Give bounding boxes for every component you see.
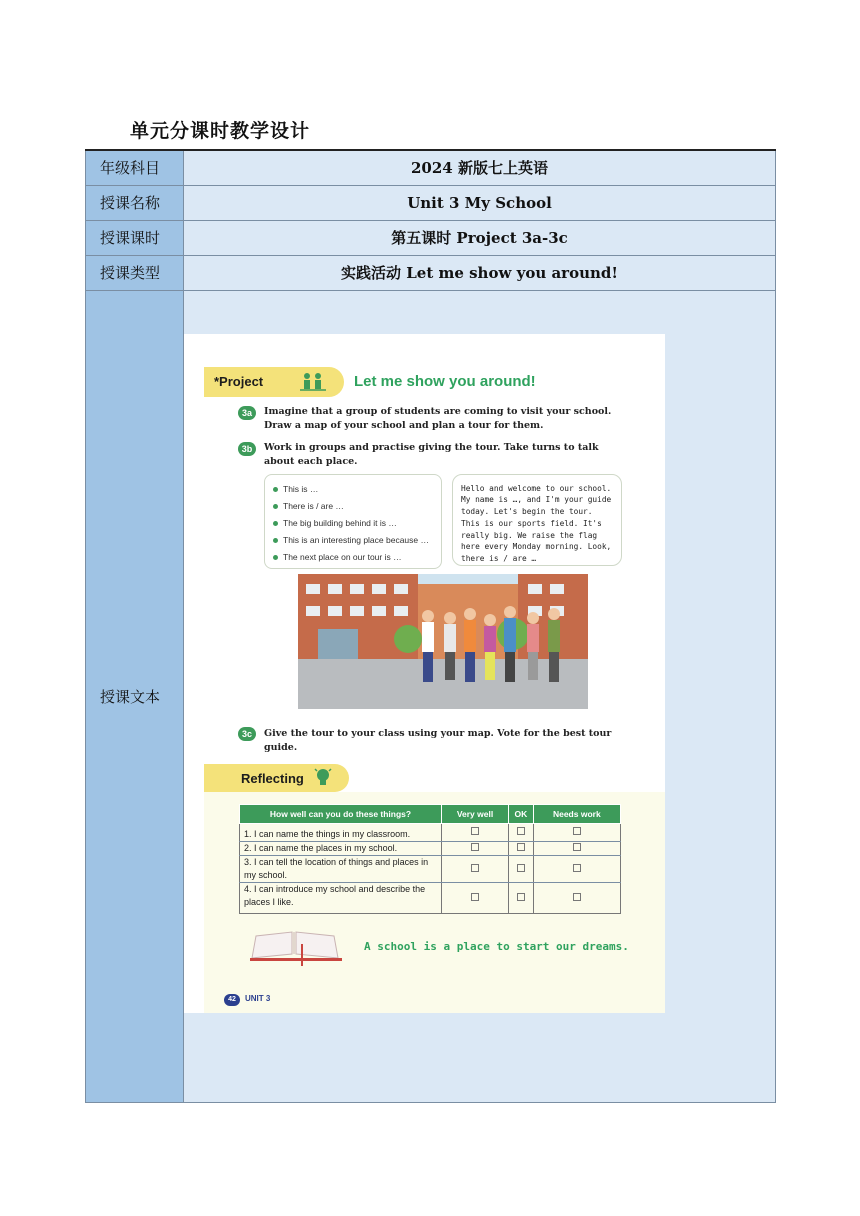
project-heading: Let me show you around! [354,372,536,390]
table-row [86,255,776,290]
table-row [86,220,776,255]
column-header: Very well [442,804,509,823]
unit-label: UNIT 3 [245,993,271,1003]
table-row [86,290,776,1102]
table-row [240,841,621,855]
students-icon [298,372,328,392]
reflect-item: 4. I can introduce my school and describe the places I like. [240,882,442,913]
step-text: Give the tour to your class using your map. Vote for the best tour guide. [264,727,612,753]
list-item: This is … [273,481,433,498]
reflect-item: 3. I can tell the location of things and places in my school. [240,855,442,882]
lightbulb-icon [314,767,332,789]
page-number: 42 [224,994,240,1006]
row-label: 授课名称 [86,185,184,220]
step-badge: 3b [238,442,256,456]
row-value: 第五课时 Project 3a-3c [184,220,776,255]
list-item: The next place on our tour is … [273,549,433,566]
checkbox[interactable] [517,827,525,835]
school-tour-illustration [298,574,588,709]
phrase-box [264,474,442,569]
checkbox[interactable] [517,893,525,901]
project-label: *Project [214,373,264,389]
checkbox[interactable] [517,864,525,872]
textbook-page [184,334,665,1013]
checkbox[interactable] [471,893,479,901]
textbook-cell [184,290,776,1102]
row-value: Unit 3 My School [184,185,776,220]
checkbox[interactable] [517,843,525,851]
reflect-item: 2. I can name the places in my school. [240,841,442,855]
column-header: OK [509,804,534,823]
reflect-item: 1. I can name the things in my classroom. [240,823,442,841]
table-row [86,150,776,185]
checkbox[interactable] [573,893,581,901]
checkbox[interactable] [471,843,479,851]
motto: A school is a place to start our dreams. [364,939,629,953]
row-value: 2024 新版七上英语 [184,150,776,185]
table-row [240,882,621,913]
speech-bubble: Hello and welcome to our school. My name is …, and I'm your guide today. Let's begin the tour. This is our sports field. It's really big. We raise the flag here every Monday morning. Look, there is / are … [452,474,622,566]
checkbox[interactable] [573,843,581,851]
reflecting-table [239,804,621,914]
row-value: 实践活动 Let me show you around! [184,255,776,290]
step-text: Imagine that a group of students are coming to visit your school. Draw a map of your school and plan a tour for them. [264,405,612,431]
step-badge: 3c [238,727,256,741]
checkbox[interactable] [471,864,479,872]
column-header: How well can you do these things? [240,804,442,823]
table-row [86,185,776,220]
table-row [240,823,621,841]
list-item: There is / are … [273,498,433,515]
checkbox[interactable] [471,827,479,835]
row-label: 授课课时 [86,220,184,255]
row-label: 授课类型 [86,255,184,290]
list-item: This is an interesting place because … [273,532,433,549]
reflecting-label: Reflecting [241,770,304,786]
lesson-table [85,149,776,1103]
open-book-icon [248,924,344,966]
row-label: 授课文本 [86,290,184,1102]
step-badge: 3a [238,406,256,420]
column-header: Needs work [533,804,620,823]
row-label: 年级科目 [86,150,184,185]
checkbox[interactable] [573,864,581,872]
list-item: The big building behind it is … [273,515,433,532]
table-row [240,855,621,882]
document-title: 单元分课时教学设计 [130,120,311,142]
step-text: Work in groups and practise giving the tour. Take turns to talk about each place. [264,441,599,467]
checkbox[interactable] [573,827,581,835]
